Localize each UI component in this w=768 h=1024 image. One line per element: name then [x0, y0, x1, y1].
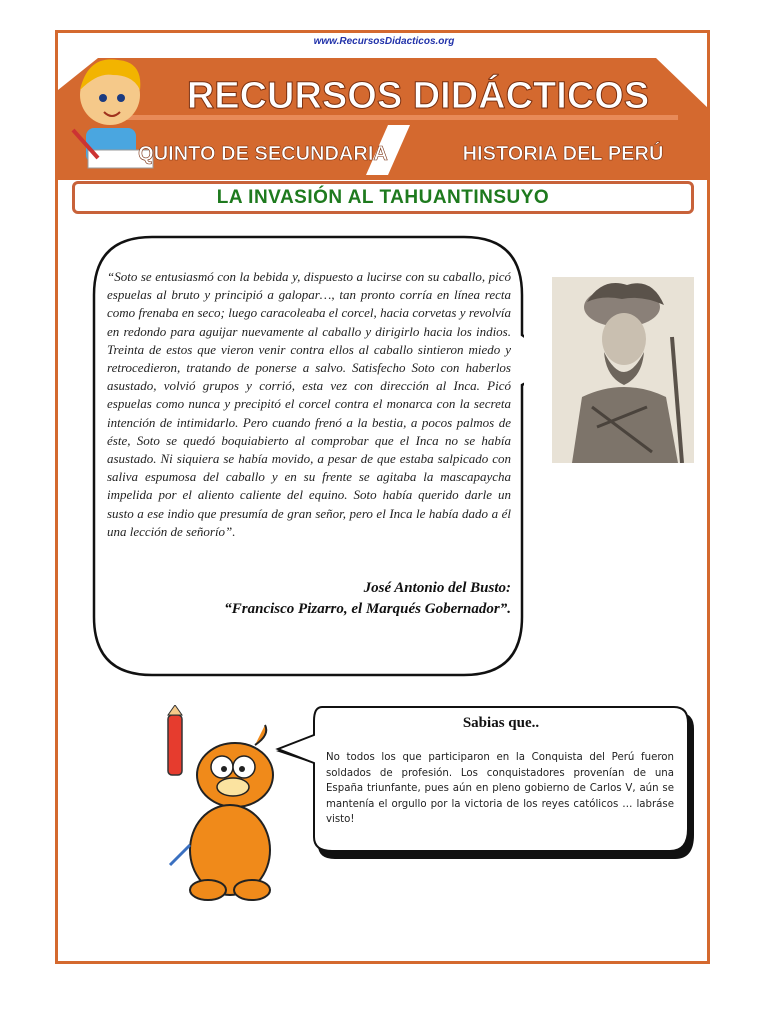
quote-text: “Soto se entusiasmó con la bebida y, dispuesto a lucirse con su caballo, picó espuelas al bruto y principió a galopar…, tan pronto corría en línea recta como frenaba en seco; luego caracoleaba el corcel, hacia corvetas y revolvía en redondo para aguijar nuevamente al caballo y dirigirlo hacia los indios. Treinta de estos que vieron venir contra ellos al caballo sintieron miedo y retrocedieron, tratando de ponerse a salvo. Satisfecho Soto con haberlos asustado, volvió grupos y corrió, esta vez con dirección al Inca. Picó espuelas como nunca y precipitó el corcel contra el monarca con la secreta intención de intimidarlo. Pero cuando frenó a la bestia, a pocos palmos de éste, Soto se quedó boquiabierto al comprobar que el Inca no se había asustado. Ni siquiera se había movido, a pesar de que estaba salpicado con saliva espumosa del caballo y en su frente se agitaba la mascapaycha impelida por el aliento caliente del equino. Soto había querido darle un susto a ese indio que presumía de gran señor, pero el Inca le había dado a él una lección de señorío”. — [107, 269, 511, 539]
page-title: LA INVASIÓN AL TAHUANTINSUYO — [216, 186, 550, 208]
conquistador-portrait-image — [552, 277, 694, 463]
sabias-title: Sabias que.. — [462, 715, 540, 731]
brand-title: RECURSOS DIDÁCTICOS — [186, 75, 650, 117]
cat-mascot-icon — [160, 705, 280, 905]
grade-label: QUINTO DE SECUNDARIA — [138, 143, 388, 165]
site-url[interactable]: www.RecursosDidacticos.org — [313, 36, 455, 47]
sabias-text: No todos los que participaron en la Conquista del Perú fueron soldados de profesión. Los conquistadores provenían de una España triunfante, pues aún en pleno gobierno de Carlos V, aún se mantenía el orgullo por la victoria de los reyes católicos … labráse visto! — [326, 752, 674, 825]
page-title-box — [72, 181, 694, 214]
header-banner — [58, 50, 710, 180]
subject-label: HISTORIA DEL PERÚ — [462, 143, 664, 165]
author-name: José Antonio del Busto: — [363, 580, 511, 596]
quote-author — [107, 578, 511, 620]
author-work: “Francisco Pizarro, el Marqués Gobernador”. — [224, 601, 511, 617]
